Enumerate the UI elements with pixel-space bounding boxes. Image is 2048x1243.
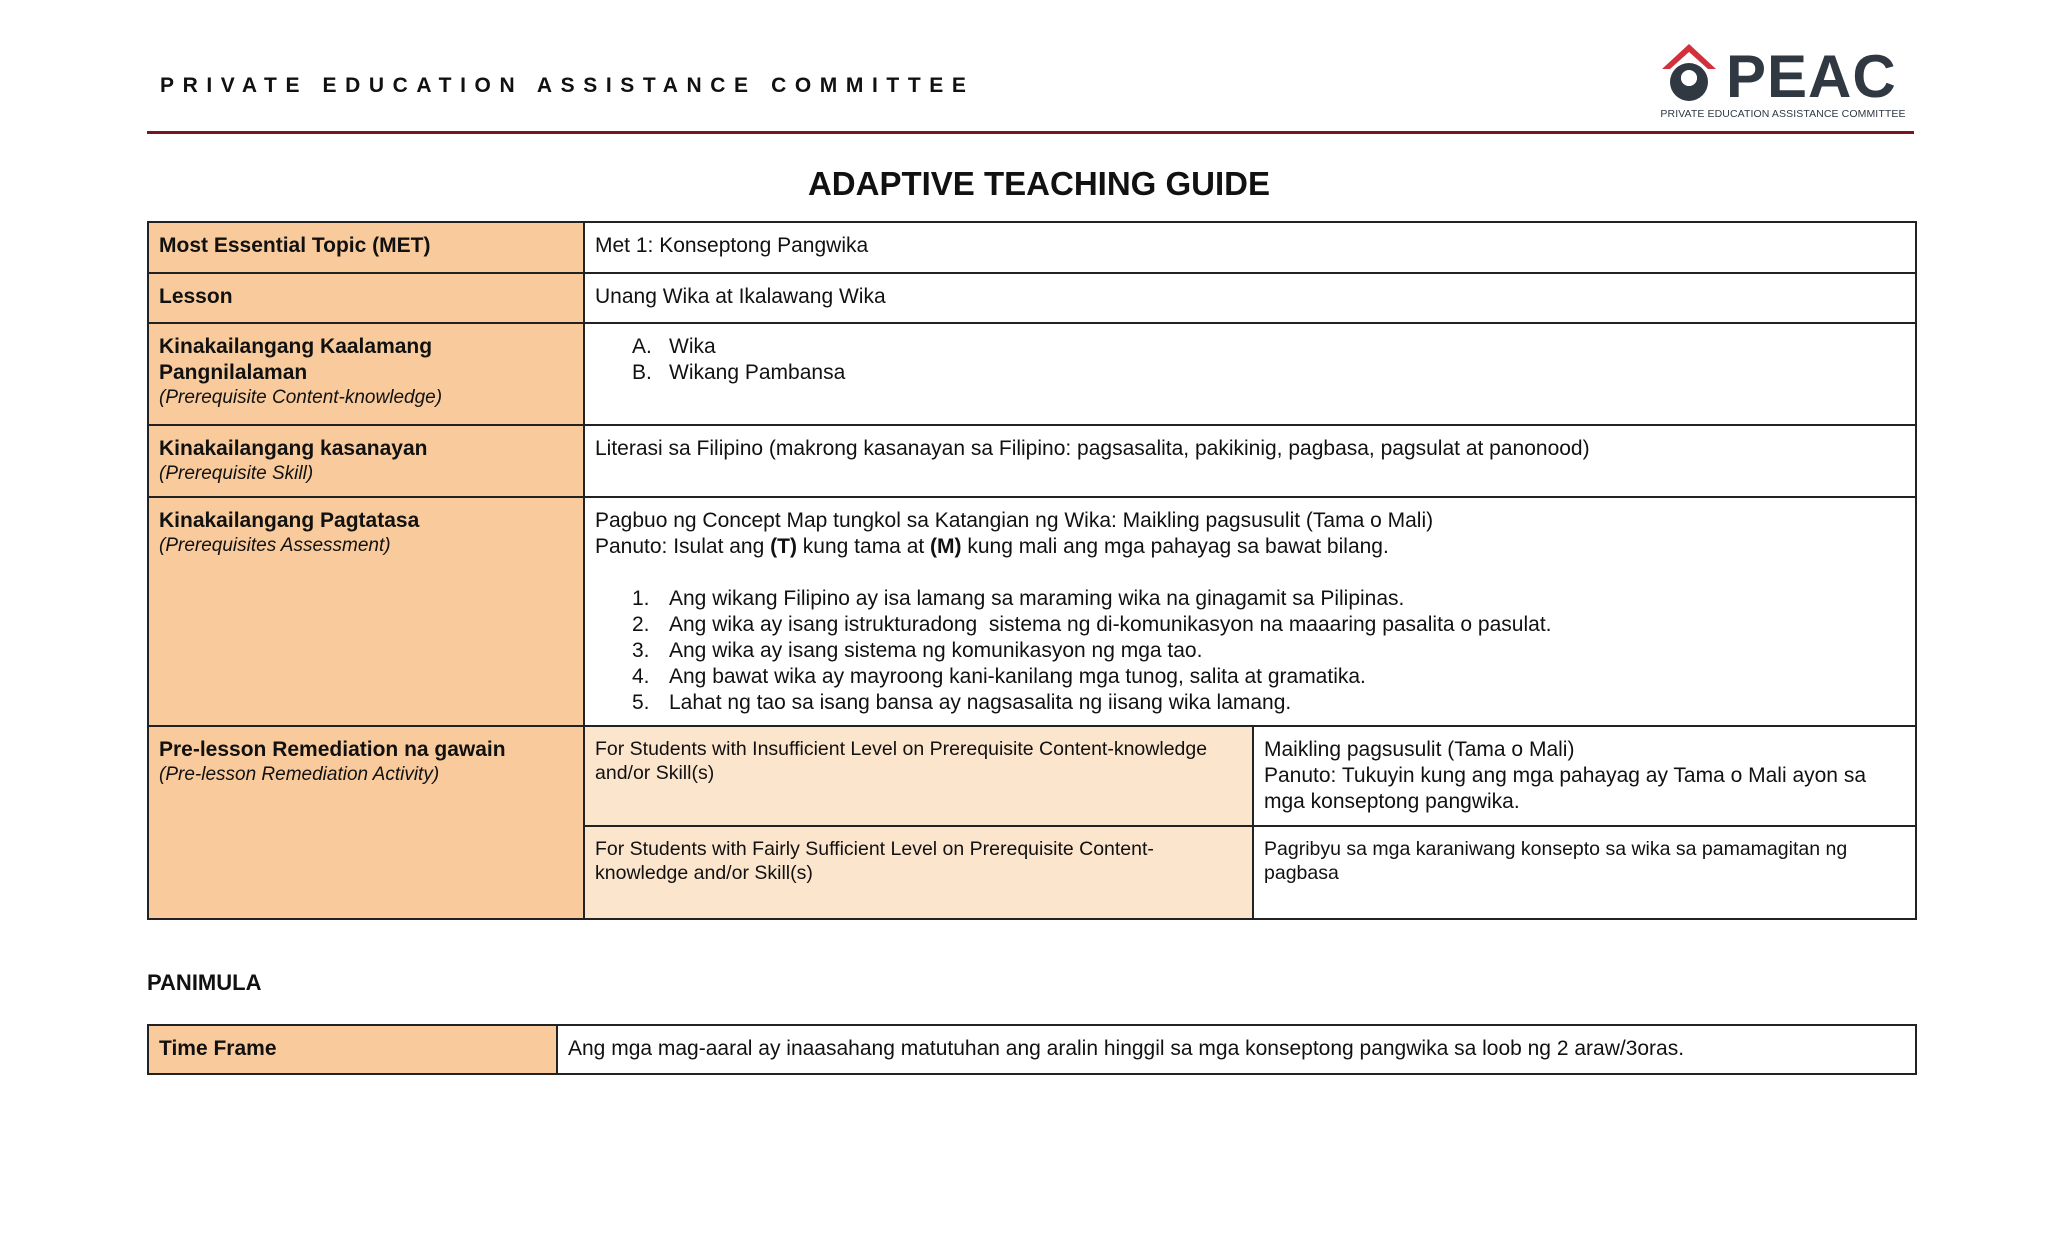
instruction-true-code: (T) [770,535,797,558]
prereq-assessment-value [584,497,1916,726]
activity-title: Maikling pagsusulit (Tama o Mali) [1264,738,1575,761]
remediation-label: Pre-lesson Remediation na gawain [159,738,506,761]
prereq-content-label-cell [148,323,584,425]
table-row [148,726,1916,826]
prereq-content-list [595,334,1905,386]
assessment-instruction [595,534,1905,560]
prereq-skill-label: Kinakailangang kasanayan [159,437,428,460]
list-marker: 3. [632,639,650,662]
list-item-text: Ang wika ay isang istrukturadong sistema ng di-komunikasyon na maaaring pasalita o pasulat. [669,613,1552,636]
prereq-skill-value: Literasi sa Filipino (makrong kasanayan sa Filipino: pagsasalita, pakikinig, pagbasa, pagsulat at panonood) [584,425,1916,497]
prereq-content-label: Kinakailangang Kaalamang Pangnilalaman [159,335,433,384]
prereq-skill-label-cell [148,425,584,497]
list-item-text: Ang wikang Filipino ay isa lamang sa maraming wika na ginagamit sa Pilipinas. [669,587,1405,610]
peac-house-icon [1658,42,1720,104]
peac-logo [1658,40,1908,122]
prereq-content-value [584,323,1916,425]
list-item [595,690,1905,716]
logo-wordmark: PEAC [1726,43,1897,110]
lesson-label: Lesson [148,273,584,323]
instruction-text: Panuto: Isulat ang [595,535,771,558]
remediation-sublabel: (Pre-lesson Remediation Activity) [159,764,440,785]
prereq-skill-sublabel: (Prerequisite Skill) [159,463,314,484]
list-item-text: Ang wika ay isang sistema ng komunikasyon ng mga tao. [669,639,1203,662]
organization-name: PRIVATE EDUCATION ASSISTANCE COMMITTEE [160,74,975,97]
time-frame-label: Time Frame [148,1025,557,1074]
time-frame-table [147,1024,1917,1075]
list-marker: 5. [632,691,650,714]
teaching-guide-table [147,221,1917,920]
time-frame-value: Ang mga mag-aaral ay inaasahang matutuhan ang aralin hinggil sa mga konseptong pangwika sa loob ng 2 araw/3oras. [557,1025,1916,1074]
remediation-group-fairly-sufficient: For Students with Fairly Sufficient Level on Prerequisite Content-knowledge and/or Skill(s) [584,826,1253,919]
table-row [148,323,1916,425]
prereq-assessment-label-cell [148,497,584,726]
remediation-activity-insufficient [1253,726,1916,826]
list-item [595,334,1905,360]
list-item [595,612,1905,638]
list-marker: A. [632,335,652,358]
remediation-group-insufficient: For Students with Insufficient Level on Prerequisite Content-knowledge and/or Skill(s) [584,726,1253,826]
assessment-list [595,586,1905,716]
list-item-text: Wikang Pambansa [669,361,846,384]
table-row [148,1025,1916,1074]
assessment-intro: Pagbuo ng Concept Map tungkol sa Katangian ng Wika: Maikling pagsusulit (Tama o Mali) [595,509,1434,532]
met-value: Met 1: Konseptong Pangwika [584,222,1916,273]
header-rule [147,131,1914,134]
table-row [148,222,1916,273]
met-label: Most Essential Topic (MET) [148,222,584,273]
document-title: ADAPTIVE TEACHING GUIDE [807,165,1271,202]
logo-subtitle: PRIVATE EDUCATION ASSISTANCE COMMITTEE [1660,108,1906,120]
remediation-activity-fairly-sufficient: Pagribyu sa mga karaniwang konsepto sa wika sa pamamagitan ng pagbasa [1253,826,1916,919]
activity-instruction: Panuto: Tukuyin kung ang mga pahayag ay Tama o Mali ayon sa mga konseptong pangwika. [1264,764,1866,813]
spacer [595,560,1905,586]
list-item-text: Ang bawat wika ay mayroong kani-kanilang mga tunog, salita at gramatika. [669,665,1366,688]
lesson-value: Unang Wika at Ikalawang Wika [584,273,1916,323]
table-row [148,425,1916,497]
list-item [595,360,1905,386]
list-item [595,638,1905,664]
list-marker: 4. [632,665,650,688]
list-item [595,664,1905,690]
table-row [148,497,1916,726]
list-marker: 2. [632,613,650,636]
prereq-content-sublabel: (Prerequisite Content-knowledge) [159,387,443,408]
remediation-label-cell [148,726,584,919]
list-item [595,586,1905,612]
prereq-assessment-label: Kinakailangang Pagtatasa [159,509,420,532]
list-marker: 1. [632,587,650,610]
instruction-false-code: (M) [930,535,962,558]
list-marker: B. [632,361,652,384]
prereq-assessment-sublabel: (Prerequisites Assessment) [159,535,391,556]
section-heading: PANIMULA [147,970,262,995]
list-item-text: Wika [669,335,716,358]
instruction-text: kung mali ang mga pahayag sa bawat bilang. [961,535,1389,558]
table-row [148,273,1916,323]
list-item-text: Lahat ng tao sa isang bansa ay nagsasalita ng iisang wika lamang. [669,691,1292,714]
instruction-text: kung tama at [796,535,931,558]
